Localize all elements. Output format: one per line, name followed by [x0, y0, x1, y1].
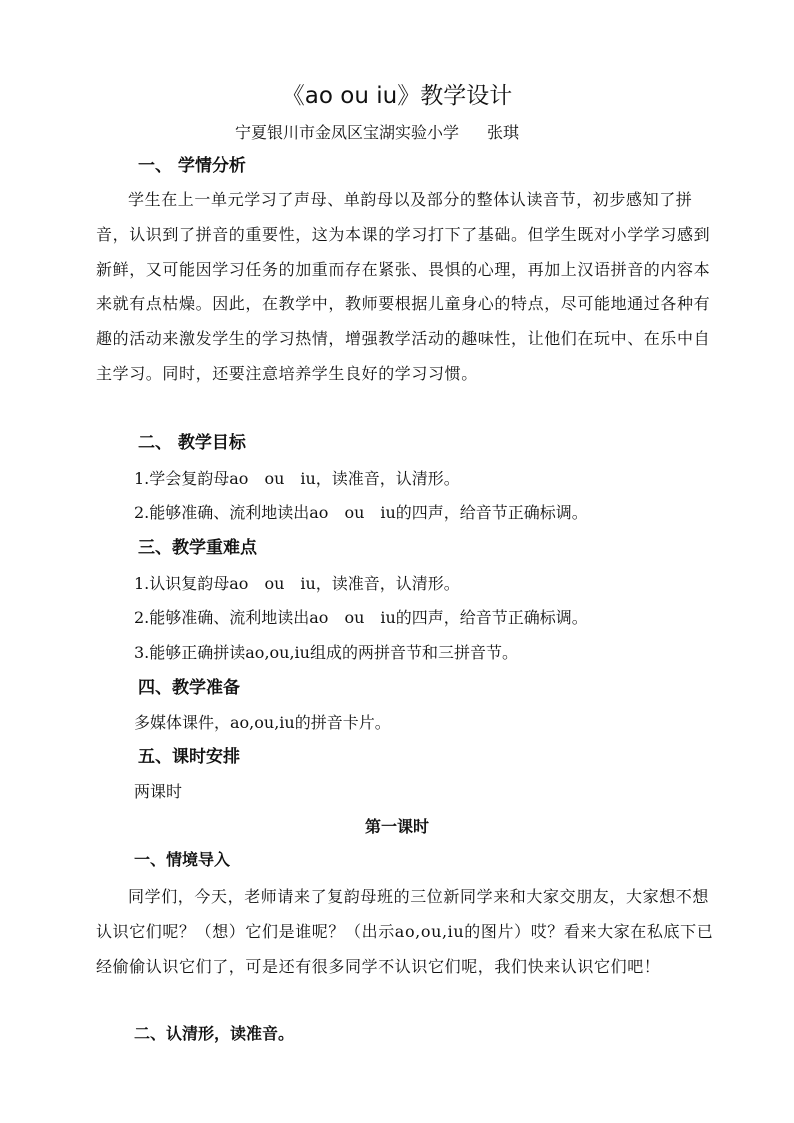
key-point-item: 2.能够准确、流利地读出ao ou iu的四声，给音节正确标调。 — [134, 608, 588, 627]
schedule-text: 两课时 — [134, 782, 183, 801]
section-heading-preparation: 四、教学准备 — [138, 678, 240, 698]
section-heading-objectives: 二、 教学目标 — [138, 433, 246, 453]
part-heading-intro: 一、情境导入 — [134, 850, 231, 869]
author-line — [235, 121, 519, 145]
school-name: 宁夏银川市金凤区宝湖实验小学 — [235, 123, 460, 142]
part-body-intro: 同学们，今天，老师请来了复韵母班的三位新同学来和大家交朋友，大家想不想认识它们呢？（想）它们是谁呢？（出示ao,ou,iu的图片）哎？看来大家在私底下已经偷偷认识它们了，可是还有很多同学不认识它们呢，我们快来认识它们吧！ — [96, 887, 714, 976]
key-point-item: 3.能够正确拼读ao,ou,iu组成的两拼音节和三拼音节。 — [134, 643, 518, 662]
key-point-item: 1.认识复韵母ao ou iu，读准音，认清形。 — [134, 574, 460, 593]
objective-item: 2.能够准确、流利地读出ao ou iu的四声，给音节正确标调。 — [134, 503, 588, 522]
section-heading-key-points: 三、教学重难点 — [138, 538, 257, 558]
lesson-heading: 第一课时 — [364, 817, 429, 836]
author-name: 张琪 — [487, 123, 520, 142]
section-heading-schedule: 五、课时安排 — [138, 747, 240, 767]
objective-item: 1.学会复韵母ao ou iu，读准音，认清形。 — [134, 469, 460, 488]
document-title: 《ao ou iu》教学设计 — [281, 83, 513, 109]
section-heading-analysis: 一、 学情分析 — [138, 156, 246, 176]
part-heading-recognize: 二、认清形，读准音。 — [134, 1024, 295, 1043]
section-body-analysis: 学生在上一单元学习了声母、单韵母以及部分的整体认读音节，初步感知了拼音，认识到了拼音的重要性，这为本课的学习打下了基础。但学生既对小学学习感到新鲜，又可能因学习任务的加重而存在紧张、畏惧的心理，再加上汉语拼音的内容本来就有点枯燥。因此，在教学中，教师要根据儿童身心的特点，尽可能地通过各种有趣的活动来激发学生的学习热情，增强教学活动的趣味性，让他们在玩中、在乐中自主学习。同时，还要注意培养学生良好的学习习惯。 — [96, 190, 711, 383]
preparation-text: 多媒体课件，ao,ou,iu的拼音卡片。 — [134, 713, 391, 732]
